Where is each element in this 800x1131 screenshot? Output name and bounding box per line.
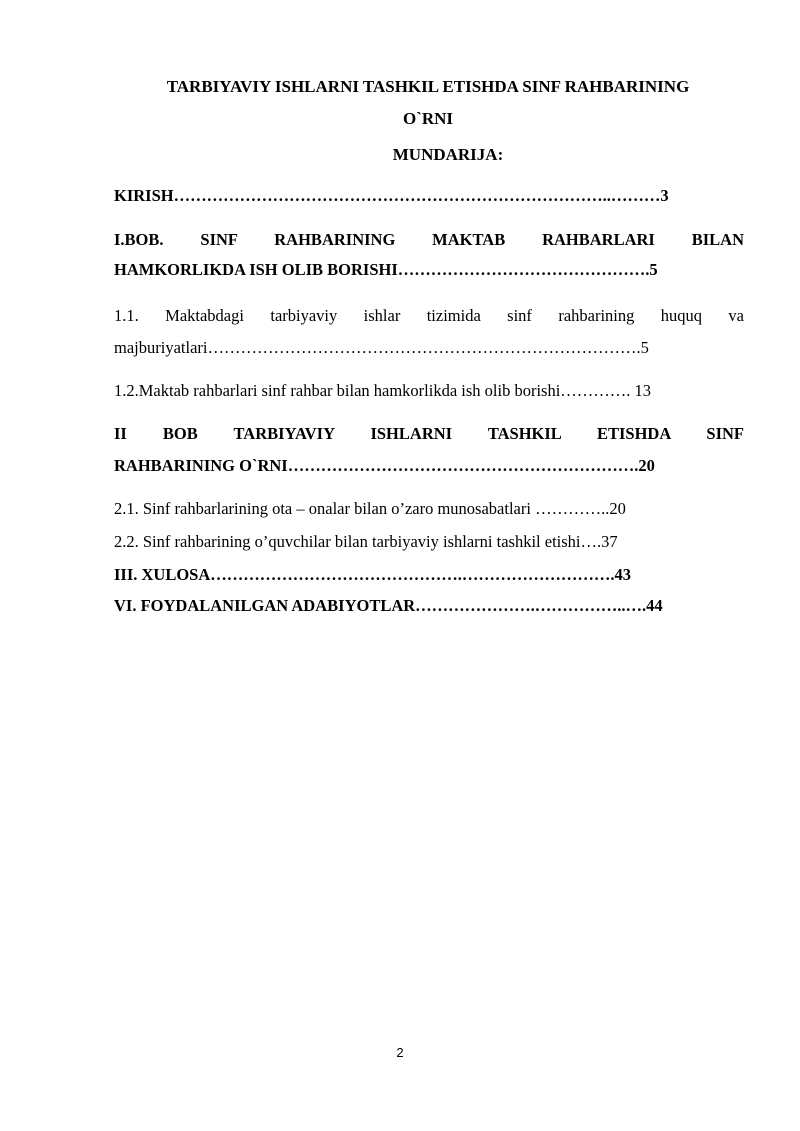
toc-entry-1-2: 1.2.Maktab rahbarlari sinf rahbar bilan hamkorlikda ish olib borishi…………. 13 xyxy=(114,381,652,400)
document-title-line-2: O`RNI xyxy=(402,109,454,128)
toc-heading: MUNDARIJA: xyxy=(392,145,504,164)
toc-entry-adabiyotlar: VI. FOYDALANILGAN ADABIYOTLAR………………….……………..….44 xyxy=(114,596,663,615)
toc-entry-1-1-line-1: 1.1. Maktabdagi tarbiyaviy ishlar tizimida sinf rahbarining huquq va xyxy=(114,306,744,325)
toc-entry-bob1-line-2: HAMKORLIKDA ISH OLIB BORISHI……………………………………….5 xyxy=(114,260,658,279)
toc-entry-2-2: 2.2. Sinf rahbarining o’quvchilar bilan tarbiyaviy ishlarni tashkil etishi….37 xyxy=(114,532,618,551)
toc-entry-kirish xyxy=(114,182,744,210)
toc-entry-2-1: 2.1. Sinf rahbarlarining ota – onalar bilan o’zaro munosabatlari …………..20 xyxy=(114,499,626,518)
toc-entry-bob2-line-2: RAHBARINING O`RNI……………………………………………………….20 xyxy=(114,456,655,475)
toc-entry-kirish-text: KIRISH……………………………………………………………………..………3 xyxy=(114,186,669,205)
document-title-line-1: TARBIYAVIY ISHLARNI TASHKIL ETISHDA SINF RAHBARINING xyxy=(166,77,690,96)
toc-entry-bob1-line-1: I.BOB. SINF RAHBARINING MAKTAB RAHBARLARI BILAN xyxy=(114,230,744,249)
toc-entry-xulosa: III. XULOSA……………………………………….……………………….43 xyxy=(114,565,632,584)
toc-entry-1-1-line-2: majburiyatlari…………………………………………………………………….5 xyxy=(114,338,649,357)
page-number: 2 xyxy=(396,1045,404,1060)
toc-entry-bob2-line-1: II BOB TARBIYAVIY ISHLARNI TASHKIL ETISHDA SINF xyxy=(114,424,744,443)
